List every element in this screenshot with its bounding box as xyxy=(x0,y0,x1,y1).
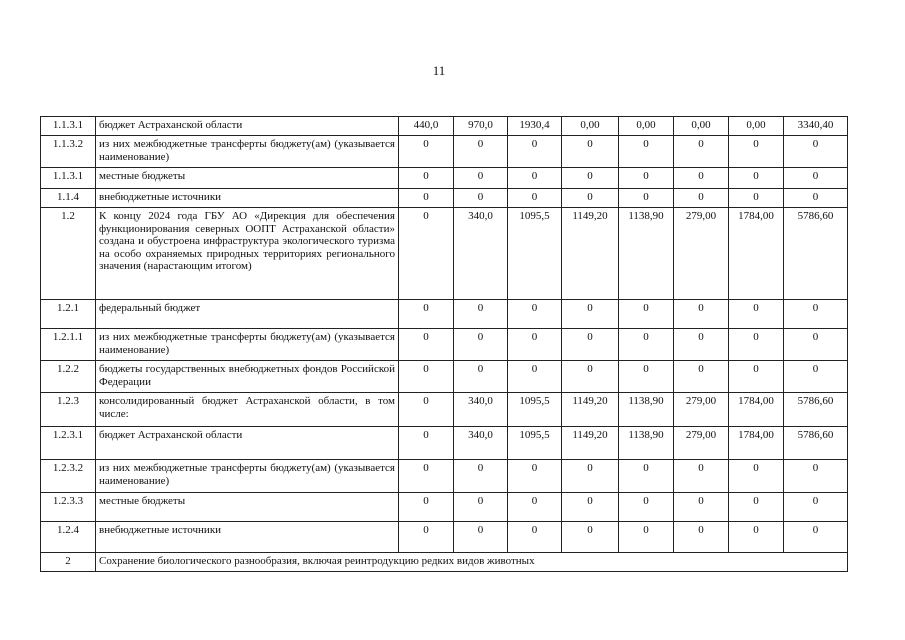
value-cell: 1784,00 xyxy=(729,393,784,427)
value-cell: 0 xyxy=(729,136,784,168)
value-cell: 0 xyxy=(562,189,619,208)
row-description: из них межбюджетные трансферты бюджету(ам) (указывается наименование) xyxy=(96,329,399,361)
value-cell: 0 xyxy=(729,300,784,329)
row-description: бюджет Астраханской области xyxy=(96,117,399,136)
value-cell: 279,00 xyxy=(674,427,729,460)
value-cell: 0 xyxy=(508,136,562,168)
value-cell: 1138,90 xyxy=(619,427,674,460)
value-cell: 0 xyxy=(454,493,508,522)
value-cell: 0 xyxy=(784,361,848,393)
value-cell: 0 xyxy=(674,361,729,393)
value-cell: 0 xyxy=(399,460,454,493)
value-cell: 0,00 xyxy=(619,117,674,136)
value-cell: 0 xyxy=(454,300,508,329)
budget-table xyxy=(40,116,848,572)
value-cell: 0 xyxy=(674,300,729,329)
value-cell: 0 xyxy=(619,493,674,522)
value-cell: 0 xyxy=(508,189,562,208)
value-cell: 0 xyxy=(729,493,784,522)
row-description: внебюджетные источники xyxy=(96,522,399,553)
value-cell: 0 xyxy=(508,460,562,493)
value-cell: 0 xyxy=(562,136,619,168)
value-cell: 0 xyxy=(399,522,454,553)
value-cell: 1149,20 xyxy=(562,427,619,460)
row-number: 1.1.4 xyxy=(41,189,96,208)
value-cell: 0 xyxy=(454,522,508,553)
value-cell: 0 xyxy=(508,329,562,361)
value-cell: 0 xyxy=(784,460,848,493)
value-cell: 0 xyxy=(619,361,674,393)
row-number: 1.2.1.1 xyxy=(41,329,96,361)
value-cell: 0 xyxy=(784,136,848,168)
row-description: консолидированный бюджет Астраханской области, в том числе: xyxy=(96,393,399,427)
value-cell: 1930,4 xyxy=(508,117,562,136)
value-cell: 0 xyxy=(784,168,848,189)
table-row xyxy=(41,361,848,393)
table-row xyxy=(41,460,848,493)
value-cell: 0 xyxy=(454,136,508,168)
value-cell: 0 xyxy=(508,522,562,553)
row-description: бюджеты государственных внебюджетных фондов Российской Федерации xyxy=(96,361,399,393)
row-number: 1.2.3.1 xyxy=(41,427,96,460)
value-cell: 0 xyxy=(399,136,454,168)
value-cell: 0 xyxy=(399,493,454,522)
value-cell: 0 xyxy=(399,208,454,300)
value-cell: 0 xyxy=(674,522,729,553)
value-cell: 0 xyxy=(454,329,508,361)
value-cell: 1095,5 xyxy=(508,427,562,460)
value-cell: 0 xyxy=(399,300,454,329)
row-number: 1.2.3.2 xyxy=(41,460,96,493)
value-cell: 0 xyxy=(399,393,454,427)
value-cell: 340,0 xyxy=(454,393,508,427)
value-cell: 0 xyxy=(784,522,848,553)
table-row xyxy=(41,393,848,427)
value-cell: 3340,40 xyxy=(784,117,848,136)
value-cell: 0 xyxy=(619,300,674,329)
section-title: Сохранение биологического разнообразия, включая реинтродукцию редких видов животных xyxy=(96,553,848,572)
value-cell: 0 xyxy=(562,300,619,329)
value-cell: 0 xyxy=(729,361,784,393)
value-cell: 0 xyxy=(729,189,784,208)
row-number: 1.2.3 xyxy=(41,393,96,427)
value-cell: 0 xyxy=(454,189,508,208)
value-cell: 279,00 xyxy=(674,208,729,300)
value-cell: 5786,60 xyxy=(784,427,848,460)
value-cell: 0,00 xyxy=(562,117,619,136)
value-cell: 0 xyxy=(399,427,454,460)
table-row xyxy=(41,168,848,189)
value-cell: 0,00 xyxy=(729,117,784,136)
value-cell: 0 xyxy=(674,460,729,493)
value-cell: 0 xyxy=(619,189,674,208)
value-cell: 0 xyxy=(784,300,848,329)
row-number: 1.2 xyxy=(41,208,96,300)
row-description: бюджет Астраханской области xyxy=(96,427,399,460)
value-cell: 1095,5 xyxy=(508,208,562,300)
table-row xyxy=(41,136,848,168)
value-cell: 0 xyxy=(562,493,619,522)
value-cell: 0 xyxy=(674,168,729,189)
value-cell: 0 xyxy=(729,522,784,553)
row-number: 1.1.3.1 xyxy=(41,168,96,189)
table-row xyxy=(41,117,848,136)
value-cell: 970,0 xyxy=(454,117,508,136)
value-cell: 0 xyxy=(674,493,729,522)
row-description: из них межбюджетные трансферты бюджету(ам) (указывается наименование) xyxy=(96,136,399,168)
value-cell: 340,0 xyxy=(454,427,508,460)
table-body xyxy=(41,117,848,572)
row-description: внебюджетные источники xyxy=(96,189,399,208)
table-row xyxy=(41,522,848,553)
value-cell: 0 xyxy=(619,329,674,361)
value-cell: 1095,5 xyxy=(508,393,562,427)
value-cell: 0 xyxy=(562,522,619,553)
value-cell: 0 xyxy=(729,460,784,493)
value-cell: 279,00 xyxy=(674,393,729,427)
row-description: из них межбюджетные трансферты бюджету(ам) (указывается наименование) xyxy=(96,460,399,493)
row-number: 1.1.3.1 xyxy=(41,117,96,136)
row-description: федеральный бюджет xyxy=(96,300,399,329)
value-cell: 0 xyxy=(399,361,454,393)
value-cell: 1138,90 xyxy=(619,393,674,427)
value-cell: 0 xyxy=(729,168,784,189)
section-number: 2 xyxy=(41,553,96,572)
value-cell: 0 xyxy=(399,168,454,189)
value-cell: 0 xyxy=(562,168,619,189)
value-cell: 0 xyxy=(454,361,508,393)
table-row xyxy=(41,427,848,460)
value-cell: 1784,00 xyxy=(729,427,784,460)
value-cell: 5786,60 xyxy=(784,208,848,300)
value-cell: 0 xyxy=(674,136,729,168)
value-cell: 0 xyxy=(729,329,784,361)
value-cell: 0 xyxy=(508,168,562,189)
row-number: 1.1.3.2 xyxy=(41,136,96,168)
page-number: 11 xyxy=(432,63,446,78)
value-cell: 0 xyxy=(619,460,674,493)
value-cell: 0 xyxy=(562,460,619,493)
value-cell: 0 xyxy=(562,361,619,393)
value-cell: 0 xyxy=(619,522,674,553)
value-cell: 440,0 xyxy=(399,117,454,136)
value-cell: 0 xyxy=(508,493,562,522)
value-cell: 0 xyxy=(399,189,454,208)
table-row xyxy=(41,329,848,361)
value-cell: 1149,20 xyxy=(562,393,619,427)
value-cell: 0 xyxy=(619,168,674,189)
row-number: 1.2.4 xyxy=(41,522,96,553)
row-description: местные бюджеты xyxy=(96,168,399,189)
value-cell: 1138,90 xyxy=(619,208,674,300)
value-cell: 0 xyxy=(619,136,674,168)
value-cell: 1784,00 xyxy=(729,208,784,300)
value-cell: 0 xyxy=(454,168,508,189)
row-description: местные бюджеты xyxy=(96,493,399,522)
value-cell: 0 xyxy=(508,361,562,393)
value-cell: 0 xyxy=(508,300,562,329)
table-row xyxy=(41,208,848,300)
value-cell: 5786,60 xyxy=(784,393,848,427)
value-cell: 0,00 xyxy=(674,117,729,136)
table-row xyxy=(41,300,848,329)
value-cell: 0 xyxy=(454,460,508,493)
value-cell: 0 xyxy=(784,329,848,361)
value-cell: 0 xyxy=(399,329,454,361)
row-number: 1.2.2 xyxy=(41,361,96,393)
section-row xyxy=(41,553,848,572)
value-cell: 0 xyxy=(562,329,619,361)
row-number: 1.2.3.3 xyxy=(41,493,96,522)
row-description: К концу 2024 года ГБУ АО «Дирекция для обеспечения функционирования северных ООПТ Астраханской области» создана и обустроена инфраструктура экологического туризма на особо охраняемых природных территориях регионального значения (нарастающим итогом) xyxy=(96,208,399,300)
table-row xyxy=(41,189,848,208)
value-cell: 0 xyxy=(674,189,729,208)
value-cell: 1149,20 xyxy=(562,208,619,300)
value-cell: 340,0 xyxy=(454,208,508,300)
value-cell: 0 xyxy=(784,189,848,208)
value-cell: 0 xyxy=(784,493,848,522)
table-row xyxy=(41,493,848,522)
value-cell: 0 xyxy=(674,329,729,361)
row-number: 1.2.1 xyxy=(41,300,96,329)
